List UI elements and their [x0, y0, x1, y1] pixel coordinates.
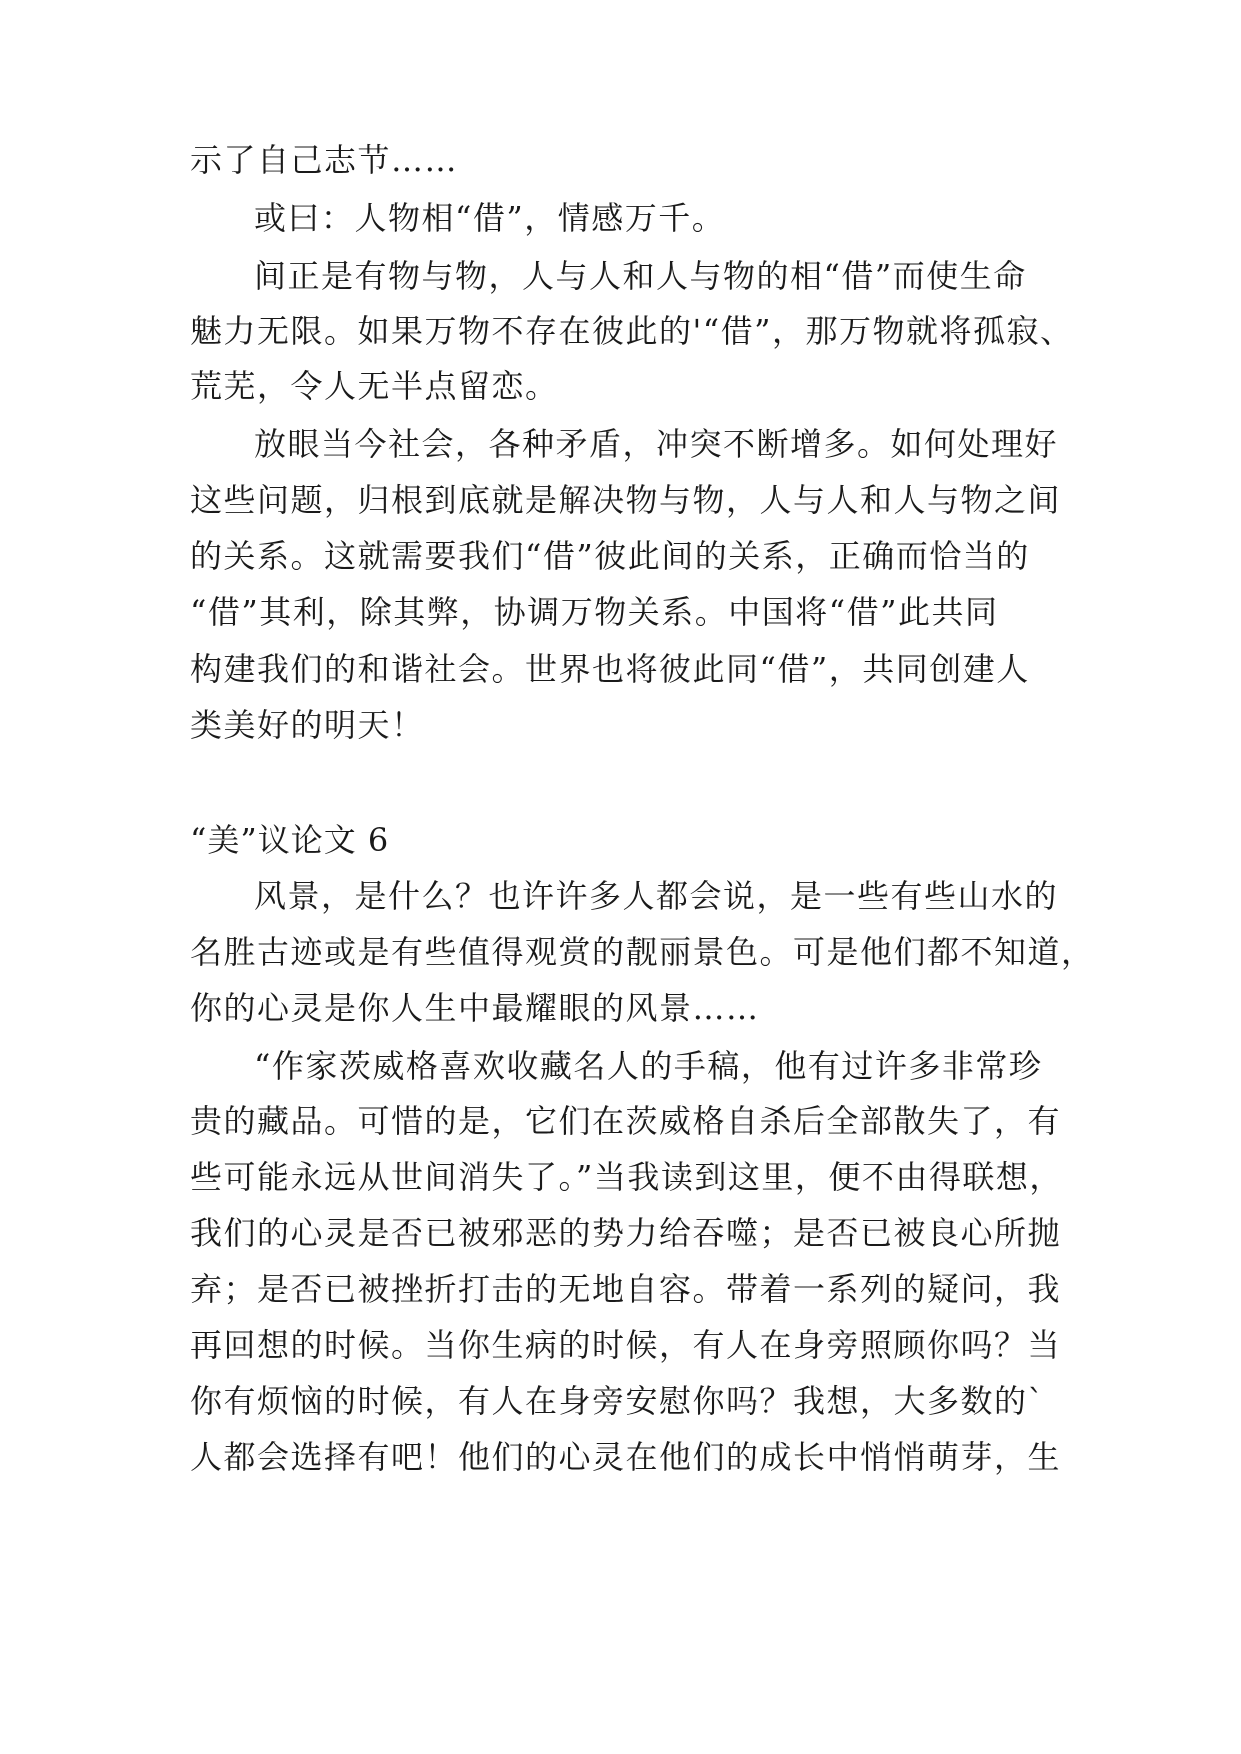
paragraph-line: 放眼当今社会，各种矛盾，冲突不断增多。如何处理好 — [254, 425, 1059, 463]
paragraph-line: 魅力无限。如果万物不存在彼此的'“借”，那万物就将孤寂、 — [190, 312, 1074, 350]
paragraph-line: 我们的心灵是否已被邪恶的势力给吞噬；是否已被良心所抛 — [190, 1214, 1062, 1252]
paragraph-line: 人都会选择有吧！他们的心灵在他们的成长中悄悄萌芽，生 — [190, 1438, 1062, 1476]
paragraph-line: 荒芜，令人无半点留恋。 — [190, 367, 559, 405]
paragraph-line: 名胜古迹或是有些值得观赏的靓丽景色。可是他们都不知道， — [190, 933, 1095, 971]
paragraph-line: 你有烦恼的时候，有人在身旁安慰你吗？我想，大多数的` — [190, 1382, 1046, 1420]
paragraph-line: 你的心灵是你人生中最耀眼的风景…… — [190, 989, 760, 1027]
paragraph-line: 弃；是否已被挫折打击的无地自容。带着一系列的疑问，我 — [190, 1270, 1062, 1308]
paragraph-line: 类美好的明天！ — [190, 706, 425, 744]
paragraph-line: 示了自己志节…… — [190, 141, 459, 179]
paragraph-line: 这些问题，归根到底就是解决物与物，人与人和人与物之间 — [190, 481, 1062, 519]
paragraph-line: 再回想的时候。当你生病的时候，有人在身旁照顾你吗？当 — [190, 1326, 1062, 1364]
paragraph-line: 构建我们的和谐社会。世界也将彼此同“借”，共同创建人 — [190, 650, 1030, 688]
paragraph-line: 贵的藏品。可惜的是，它们在茨威格自杀后全部散失了，有 — [190, 1102, 1062, 1140]
paragraph-line: 些可能永远从世间消失了。”当我读到这里，便不由得联想， — [190, 1158, 1063, 1196]
paragraph-line: 间正是有物与物，人与人和人与物的相“借”而使生命 — [254, 257, 1027, 295]
paragraph-line: “借”其利，除其弊，协调万物关系。中国将“借”此共同 — [190, 593, 999, 631]
section-heading: “美”议论文 6 — [190, 821, 390, 859]
paragraph-line: 或曰：人物相“借”，情感万千。 — [254, 199, 726, 237]
paragraph-line: 的关系。这就需要我们“借”彼此间的关系，正确而恰当的 — [190, 537, 1030, 575]
paragraph-line: “作家茨威格喜欢收藏名人的手稿，他有过许多非常珍 — [254, 1047, 1043, 1085]
paragraph-line: 风景，是什么？也许许多人都会说，是一些有些山水的 — [254, 877, 1059, 915]
